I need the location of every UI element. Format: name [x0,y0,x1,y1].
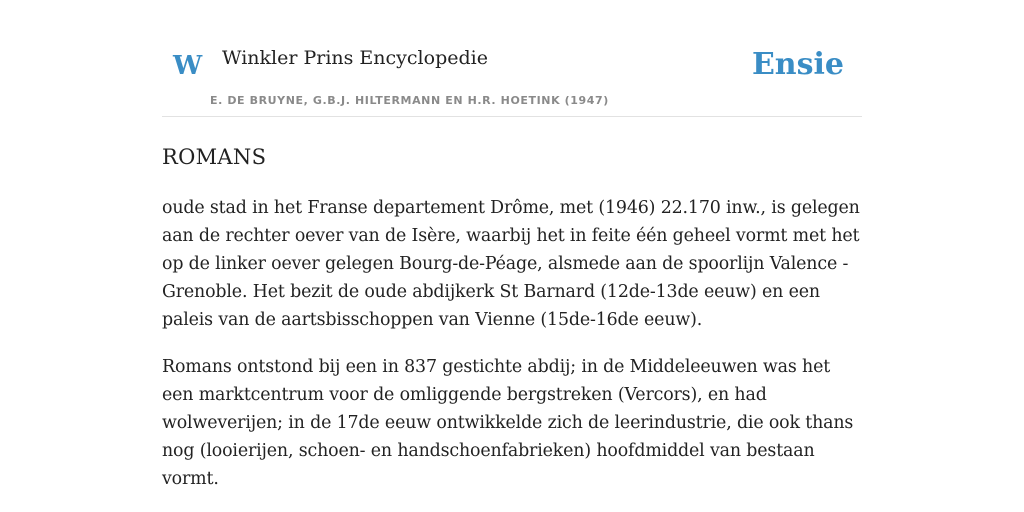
source-title[interactable]: Winkler Prins Encyclopedie [222,47,488,69]
page [162,0,862,493]
source-header [162,0,862,117]
ensie-logo[interactable]: Ensie [751,47,844,82]
source-authors: E. DE BRUYNE, G.B.J. HILTERMANN EN H.R. HOETINK (1947) [210,94,609,107]
winkler-prins-logo[interactable]: W [173,51,203,81]
article-paragraph: oude stad in het Franse departement Drôme, met (1946) 22.170 inw., is gelegen aan de rechter oever van de Isère, waarbij het in feite één geheel vormt met het op de linker oever gelegen Bourg-de-Péage, alsmede aan de spoorlijn Valence - Grenoble. Het bezit de oude abdijkerk St Barnard (12de-13de eeuw) en een paleis van de aartsbisschoppen van Vienne (15de-16de eeuw). [162,198,860,330]
article-title: ROMANS [162,145,267,169]
article-paragraph: Romans ontstond bij een in 837 gestichte abdij; in de Middeleeuwen was het een marktcentrum voor de omliggende bergstreken (Vercors), en had wolweverijen; in de 17de eeuw ontwikkelde zich de leerindustrie, die ook thans nog (looierijen, schoen- en handschoenfabrieken) hoofdmiddel van bestaan vormt. [162,357,854,489]
